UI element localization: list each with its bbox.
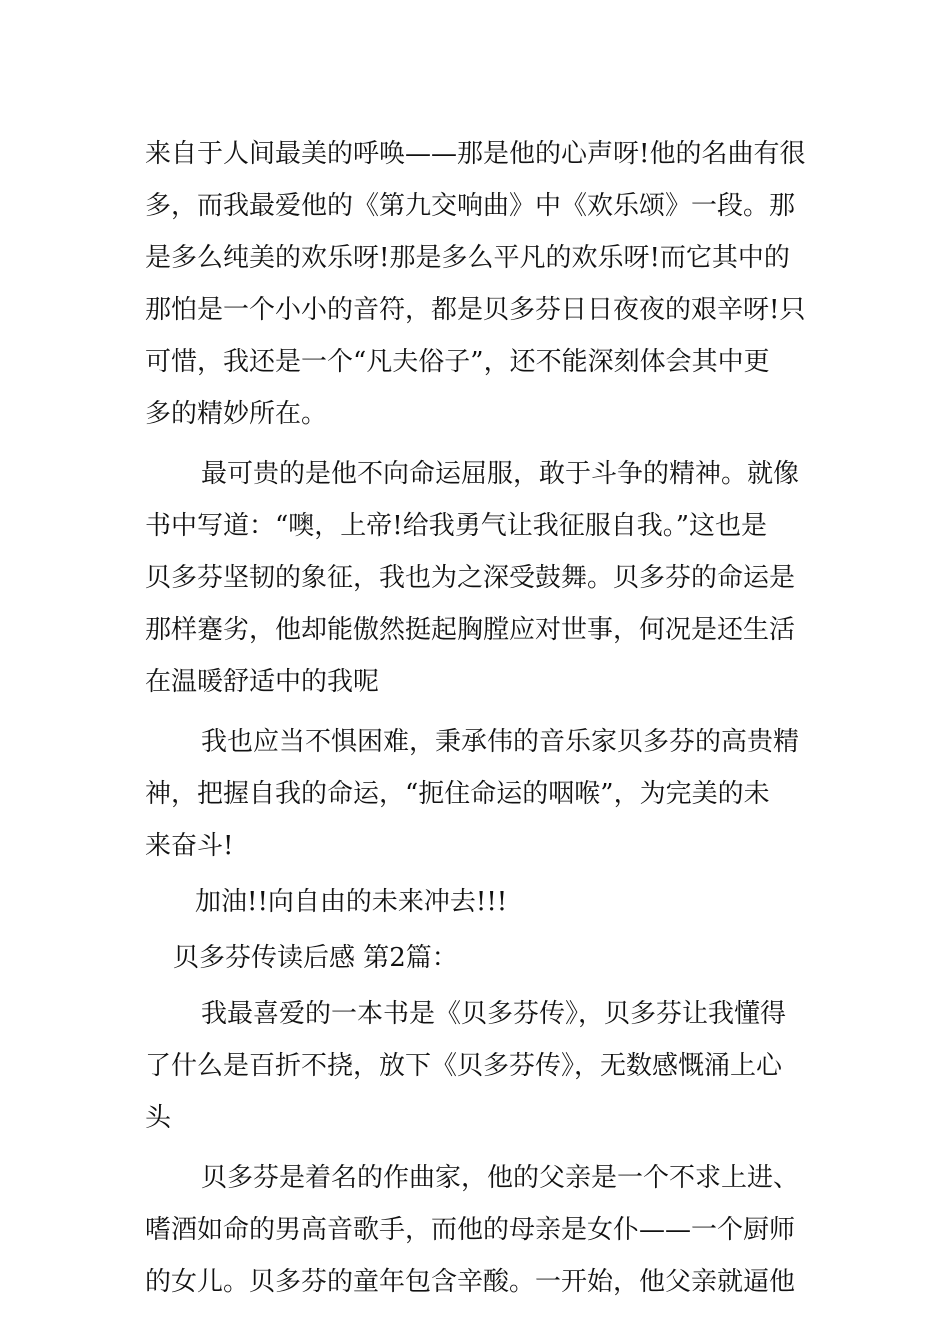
paragraph — [145, 876, 815, 928]
paragraph — [145, 716, 815, 872]
text-line: 贝多芬坚韧的象征，我也为之深受鼓舞。贝多芬的命运是 — [145, 563, 796, 593]
text-line: 加油!!向自由的未来冲去!!! — [195, 887, 508, 917]
heading-line: 贝多芬传读后感 第2篇： — [173, 943, 458, 973]
text-line: 是多么纯美的欢乐呀!那是多么平凡的欢乐呀!而它其中的 — [145, 243, 790, 273]
text-line: 嗜酒如命的男高音歌手，而他的母亲是女仆——一个厨师 — [145, 1215, 796, 1245]
paragraph — [145, 448, 815, 708]
paragraph-gap — [145, 440, 815, 448]
paragraph-gap — [145, 708, 815, 716]
text-line: 贝多芬是着名的作曲家，他的父亲是一个不求上进、 — [201, 1163, 800, 1193]
text-line: 的女儿。贝多芬的童年包含辛酸。一开始，他父亲就逼他 — [145, 1267, 796, 1297]
paragraph — [145, 128, 815, 440]
text-line: 那样蹇劣，他却能傲然挺起胸膛应对世事，何况是还生活 — [145, 615, 796, 645]
text-line: 来奋斗! — [145, 831, 234, 861]
text-line: 来自于人间最美的呼唤——那是他的心声呀!他的名曲有很 — [145, 139, 806, 169]
text-line: 我也应当不惧困难，秉承伟的音乐家贝多芬的高贵精 — [201, 727, 800, 757]
text-line: 头 — [145, 1103, 172, 1133]
text-line: 多，而我最爱他的《第九交响曲》中《欢乐颂》一段。那 — [145, 191, 796, 221]
paragraph-gap — [145, 1144, 815, 1152]
text-line: 最可贵的是他不向命运屈服，敢于斗争的精神。就像 — [201, 459, 800, 489]
section-heading — [145, 932, 815, 984]
text-line: 神，把握自我的命运，“扼住命运的咽喉”，为完美的未 — [145, 779, 770, 809]
paragraph — [145, 988, 815, 1144]
paragraph — [145, 1152, 815, 1308]
text-line: 多的精妙所在。 — [145, 399, 328, 429]
document-body — [145, 128, 815, 1308]
text-line: 了什么是百折不挠，放下《贝多芬传》，无数感慨涌上心 — [145, 1051, 783, 1081]
text-line: 那怕是一个小小的音符，都是贝多芬日日夜夜的艰辛呀!只 — [145, 295, 806, 325]
text-line: 书中写道：“噢，上帝!给我勇气让我征服自我。”这也是 — [145, 511, 768, 541]
text-line: 在温暖舒适中的我呢 — [145, 667, 380, 697]
text-line: 我最喜爱的一本书是《贝多芬传》，贝多芬让我懂得 — [201, 999, 787, 1029]
text-line: 可惜，我还是一个“凡夫俗子”，还不能深刻体会其中更 — [145, 347, 770, 377]
